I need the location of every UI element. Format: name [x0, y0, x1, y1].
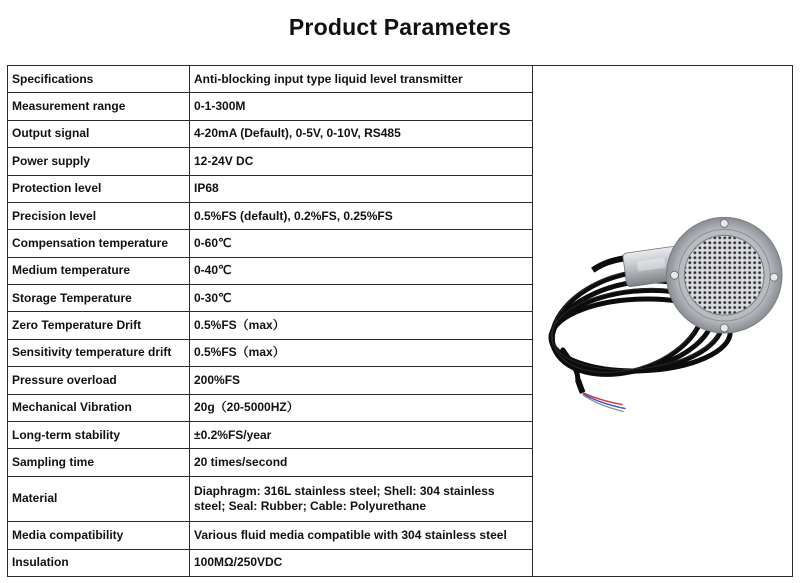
parameter-label: Sampling time: [8, 449, 190, 476]
parameter-value: 200%FS: [190, 367, 533, 394]
parameter-value: IP68: [190, 175, 533, 202]
parameters-table: [7, 65, 793, 577]
parameter-value: 0-1-300M: [190, 93, 533, 120]
parameter-value: 20g（20-5000HZ）: [190, 394, 533, 421]
parameter-label: Sensitivity temperature drift: [8, 339, 190, 366]
parameter-value: 100MΩ/250VDC: [190, 549, 533, 576]
parameter-value: 0.5%FS（max）: [190, 339, 533, 366]
table-row: [8, 66, 793, 93]
page-title: Product Parameters: [288, 14, 512, 40]
parameter-value: 0.5%FS (default), 0.2%FS, 0.25%FS: [190, 202, 533, 229]
parameter-label: Power supply: [8, 148, 190, 175]
parameter-label: Protection level: [8, 175, 190, 202]
parameter-value: Diaphragm: 316L stainless steel; Shell: 304 stainless steel; Seal: Rubber; Cable: Polyurethane: [190, 476, 533, 522]
parameter-value: 20 times/second: [190, 449, 533, 476]
parameter-label: Material: [8, 476, 190, 522]
parameter-label: Media compatibility: [8, 522, 190, 549]
parameter-label: Long-term stability: [8, 421, 190, 448]
parameter-label: Measurement range: [8, 93, 190, 120]
parameter-value: Various fluid media compatible with 304 stainless steel: [190, 522, 533, 549]
parameter-value: 0.5%FS（max）: [190, 312, 533, 339]
parameter-value: 0-30℃: [190, 285, 533, 312]
parameter-value: Anti-blocking input type liquid level transmitter: [190, 66, 533, 93]
parameter-value: ±0.2%FS/year: [190, 421, 533, 448]
parameter-label: Storage Temperature: [8, 285, 190, 312]
parameter-label: Insulation: [8, 549, 190, 576]
parameter-label: Mechanical Vibration: [8, 394, 190, 421]
product-image-cell: [533, 66, 793, 577]
parameter-value: 0-40℃: [190, 257, 533, 284]
liquid-level-transmitter-photo-icon: [533, 66, 792, 576]
parameter-value: 0-60℃: [190, 230, 533, 257]
parameter-label: Output signal: [8, 120, 190, 147]
parameter-value: 12-24V DC: [190, 148, 533, 175]
parameter-label: Medium temperature: [8, 257, 190, 284]
parameter-label: Compensation temperature: [8, 230, 190, 257]
parameter-value: 4-20mA (Default), 0-5V, 0-10V, RS485: [190, 120, 533, 147]
parameter-label: Precision level: [8, 202, 190, 229]
parameter-label: Specifications: [8, 66, 190, 93]
parameter-label: Zero Temperature Drift: [8, 312, 190, 339]
parameter-label: Pressure overload: [8, 367, 190, 394]
